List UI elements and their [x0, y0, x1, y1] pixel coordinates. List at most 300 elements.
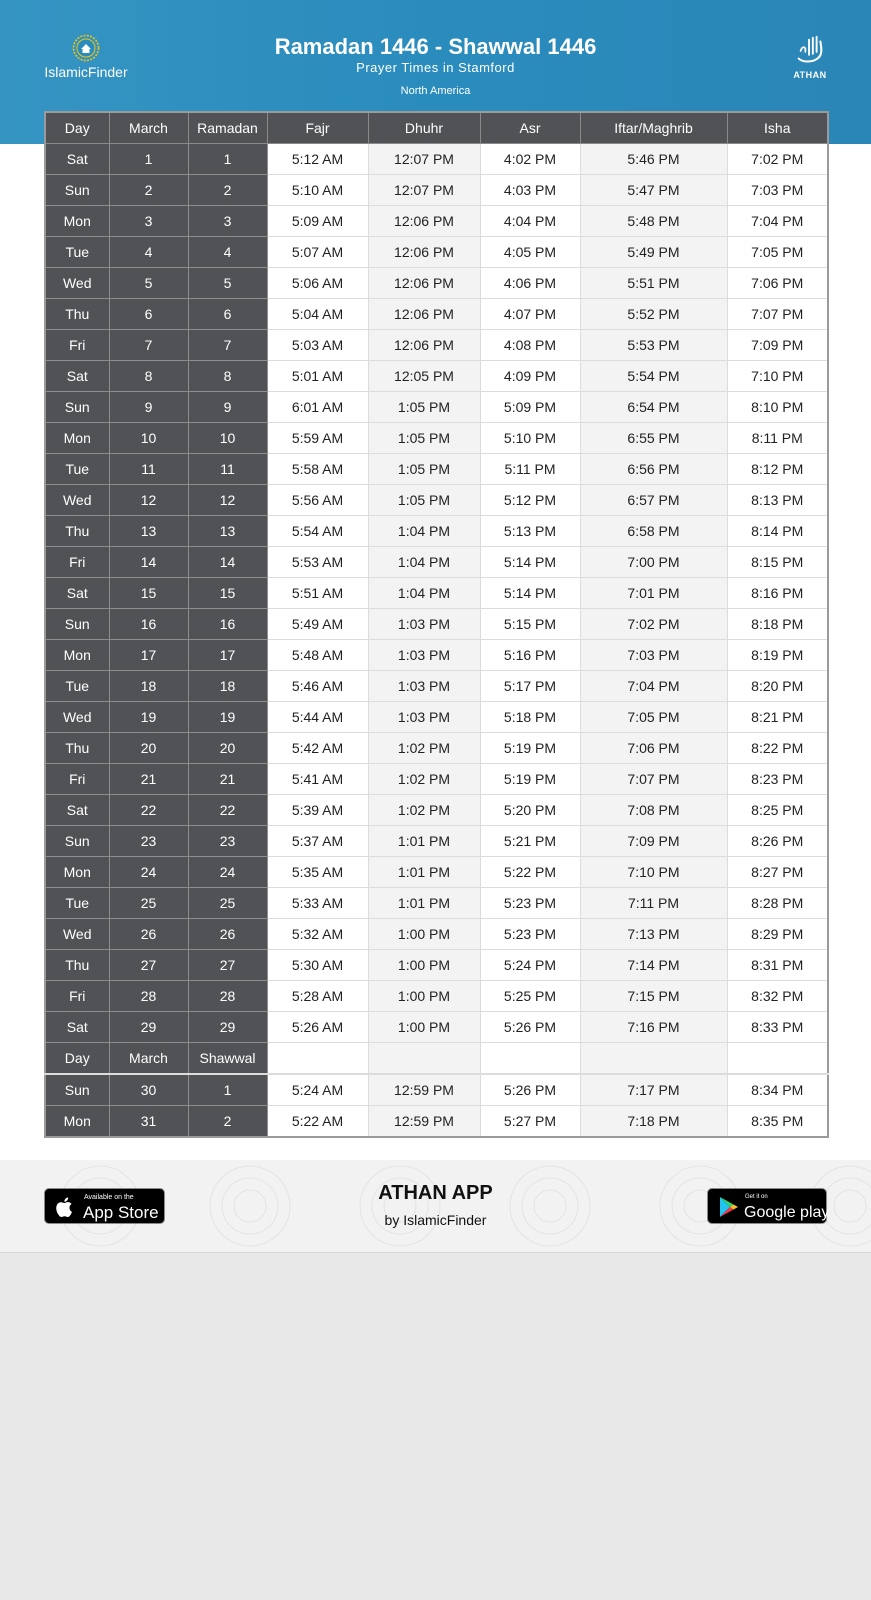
- table-cell: 1: [188, 144, 267, 175]
- table-cell: Fri: [45, 981, 109, 1012]
- column-header: Dhuhr: [368, 112, 480, 144]
- prayer-times-table: [44, 111, 829, 1138]
- table-cell: 1:00 PM: [368, 950, 480, 981]
- table-cell: 1:05 PM: [368, 423, 480, 454]
- table-cell: Mon: [45, 857, 109, 888]
- table-cell: 5:18 PM: [480, 702, 580, 733]
- table-cell: 7:07 PM: [727, 299, 828, 330]
- subheader-cell: [580, 1043, 727, 1075]
- table-cell: 6: [188, 299, 267, 330]
- table-cell: Mon: [45, 206, 109, 237]
- table-cell: 7:07 PM: [580, 764, 727, 795]
- table-row: [45, 361, 828, 392]
- table-cell: Tue: [45, 671, 109, 702]
- table-cell: 5: [188, 268, 267, 299]
- table-cell: 5:06 AM: [267, 268, 368, 299]
- app-store-small-text: Available on the: [84, 1194, 134, 1201]
- table-cell: 4: [109, 237, 188, 268]
- column-header: Fajr: [267, 112, 368, 144]
- table-cell: 14: [188, 547, 267, 578]
- table-cell: Sat: [45, 795, 109, 826]
- table-cell: 5:14 PM: [480, 547, 580, 578]
- table-cell: 5:33 AM: [267, 888, 368, 919]
- table-cell: 4: [188, 237, 267, 268]
- table-cell: 29: [188, 1012, 267, 1043]
- table-cell: 1:02 PM: [368, 764, 480, 795]
- table-cell: 5:20 PM: [480, 795, 580, 826]
- table-row: [45, 485, 828, 516]
- app-title: ATHAN APP: [378, 1182, 493, 1204]
- table-cell: Wed: [45, 268, 109, 299]
- table-subheader-row: [45, 1043, 828, 1075]
- table-cell: 11: [109, 454, 188, 485]
- table-cell: 7:10 PM: [727, 361, 828, 392]
- table-cell: 5:07 AM: [267, 237, 368, 268]
- table-cell: 5:16 PM: [480, 640, 580, 671]
- table-cell: 11: [188, 454, 267, 485]
- table-row: [45, 206, 828, 237]
- table-cell: 5:23 PM: [480, 888, 580, 919]
- table-cell: 5:53 AM: [267, 547, 368, 578]
- table-cell: 19: [188, 702, 267, 733]
- table-cell: Thu: [45, 950, 109, 981]
- table-cell: 5:54 PM: [580, 361, 727, 392]
- subheader-cell: [368, 1043, 480, 1075]
- table-cell: 7:05 PM: [580, 702, 727, 733]
- table-cell: 1:03 PM: [368, 702, 480, 733]
- table-cell: 31: [109, 1106, 188, 1138]
- table-cell: Fri: [45, 547, 109, 578]
- table-cell: 20: [188, 733, 267, 764]
- table-row: [45, 299, 828, 330]
- table-cell: 5:30 AM: [267, 950, 368, 981]
- table-cell: 5:56 AM: [267, 485, 368, 516]
- table-cell: 5:42 AM: [267, 733, 368, 764]
- table-cell: 5:26 PM: [480, 1074, 580, 1106]
- athan-logo[interactable]: [790, 34, 830, 80]
- table-cell: 7:06 PM: [727, 268, 828, 299]
- table-cell: 10: [109, 423, 188, 454]
- table-cell: 8:13 PM: [727, 485, 828, 516]
- table-row: [45, 578, 828, 609]
- table-cell: 5:39 AM: [267, 795, 368, 826]
- table-cell: 8:31 PM: [727, 950, 828, 981]
- column-header: Isha: [727, 112, 828, 144]
- table-row: [45, 423, 828, 454]
- table-cell: 8:27 PM: [727, 857, 828, 888]
- table-cell: 5:53 PM: [580, 330, 727, 361]
- table-row: [45, 392, 828, 423]
- subheader-cell: Day: [45, 1043, 109, 1075]
- table-cell: 5:15 PM: [480, 609, 580, 640]
- table-row: [45, 144, 828, 175]
- table-row: [45, 609, 828, 640]
- table-cell: 1:01 PM: [368, 888, 480, 919]
- table-cell: 15: [109, 578, 188, 609]
- table-cell: 17: [188, 640, 267, 671]
- table-cell: 1:02 PM: [368, 733, 480, 764]
- table-cell: 23: [188, 826, 267, 857]
- table-cell: 8:26 PM: [727, 826, 828, 857]
- table-cell: 5:41 AM: [267, 764, 368, 795]
- table-cell: 27: [109, 950, 188, 981]
- table-cell: 8:21 PM: [727, 702, 828, 733]
- athan-calligraphy-icon: [793, 34, 827, 68]
- table-cell: Sun: [45, 609, 109, 640]
- table-cell: Wed: [45, 485, 109, 516]
- table-cell: Sat: [45, 1012, 109, 1043]
- table-cell: 5:32 AM: [267, 919, 368, 950]
- table-cell: 5:58 AM: [267, 454, 368, 485]
- table-cell: 1:02 PM: [368, 795, 480, 826]
- table-cell: 12:06 PM: [368, 299, 480, 330]
- table-cell: 7:03 PM: [727, 175, 828, 206]
- table-cell: 5:47 PM: [580, 175, 727, 206]
- table-row: [45, 888, 828, 919]
- table-row: [45, 795, 828, 826]
- table-row: [45, 330, 828, 361]
- table-cell: 7:13 PM: [580, 919, 727, 950]
- table-cell: 5:23 PM: [480, 919, 580, 950]
- table-cell: 1:05 PM: [368, 454, 480, 485]
- table-cell: 8:16 PM: [727, 578, 828, 609]
- table-cell: 5:25 PM: [480, 981, 580, 1012]
- table-row: [45, 175, 828, 206]
- table-cell: 5:03 AM: [267, 330, 368, 361]
- table-cell: 5:46 PM: [580, 144, 727, 175]
- table-cell: 1:01 PM: [368, 857, 480, 888]
- table-cell: 6:56 PM: [580, 454, 727, 485]
- subheader-cell: March: [109, 1043, 188, 1075]
- table-cell: 12:05 PM: [368, 361, 480, 392]
- table-cell: 5:10 PM: [480, 423, 580, 454]
- table-cell: 5:49 AM: [267, 609, 368, 640]
- table-cell: 2: [188, 1106, 267, 1138]
- table-row: [45, 547, 828, 578]
- table-cell: Tue: [45, 237, 109, 268]
- table-cell: 7:04 PM: [580, 671, 727, 702]
- table-cell: 5:24 AM: [267, 1074, 368, 1106]
- app-promo-footer: [0, 1160, 871, 1253]
- table-cell: 25: [109, 888, 188, 919]
- table-row: [45, 640, 828, 671]
- table-cell: 1:04 PM: [368, 578, 480, 609]
- page-title: Ramadan 1446 - Shawwal 1446: [274, 34, 597, 59]
- table-header-row: [45, 112, 828, 144]
- table-cell: 5:52 PM: [580, 299, 727, 330]
- table-cell: 1:04 PM: [368, 516, 480, 547]
- column-header: Ramadan: [188, 112, 267, 144]
- table-cell: 27: [188, 950, 267, 981]
- table-cell: 16: [188, 609, 267, 640]
- column-header: Day: [45, 112, 109, 144]
- table-cell: 18: [109, 671, 188, 702]
- table-cell: Mon: [45, 640, 109, 671]
- table-cell: 17: [109, 640, 188, 671]
- table-cell: 7:14 PM: [580, 950, 727, 981]
- table-cell: 7:17 PM: [580, 1074, 727, 1106]
- table-cell: Fri: [45, 764, 109, 795]
- table-cell: 5:04 AM: [267, 299, 368, 330]
- table-cell: 9: [188, 392, 267, 423]
- table-cell: 1: [109, 144, 188, 175]
- table-row: [45, 1106, 828, 1138]
- table-cell: 22: [109, 795, 188, 826]
- column-header: March: [109, 112, 188, 144]
- table-cell: Sat: [45, 144, 109, 175]
- table-cell: 8:10 PM: [727, 392, 828, 423]
- table-cell: 5:01 AM: [267, 361, 368, 392]
- table-cell: 8:20 PM: [727, 671, 828, 702]
- table-cell: 1:00 PM: [368, 1012, 480, 1043]
- table-cell: 8:28 PM: [727, 888, 828, 919]
- table-cell: 5:24 PM: [480, 950, 580, 981]
- table-cell: 12:59 PM: [368, 1074, 480, 1106]
- table-cell: 5:12 PM: [480, 485, 580, 516]
- table-row: [45, 1074, 828, 1106]
- table-cell: Fri: [45, 330, 109, 361]
- table-row: [45, 981, 828, 1012]
- table-cell: 5:21 PM: [480, 826, 580, 857]
- table-cell: 7:10 PM: [580, 857, 727, 888]
- table-cell: 24: [109, 857, 188, 888]
- table-cell: 1:05 PM: [368, 392, 480, 423]
- region-label: North America: [400, 85, 471, 97]
- table-cell: Sun: [45, 826, 109, 857]
- table-row: [45, 268, 828, 299]
- table-cell: 13: [188, 516, 267, 547]
- table-cell: 7:08 PM: [580, 795, 727, 826]
- app-subtitle: by IslamicFinder: [384, 1212, 487, 1228]
- table-cell: 8:11 PM: [727, 423, 828, 454]
- table-row: [45, 237, 828, 268]
- table-cell: 15: [188, 578, 267, 609]
- table-cell: 8:34 PM: [727, 1074, 828, 1106]
- table-cell: 13: [109, 516, 188, 547]
- subheader-cell: [267, 1043, 368, 1075]
- table-cell: 4:09 PM: [480, 361, 580, 392]
- table-cell: 5:22 AM: [267, 1106, 368, 1138]
- table-row: [45, 516, 828, 547]
- table-cell: 5:35 AM: [267, 857, 368, 888]
- table-cell: 4:06 PM: [480, 268, 580, 299]
- table-cell: Tue: [45, 454, 109, 485]
- table-cell: 4:03 PM: [480, 175, 580, 206]
- table-cell: 5:17 PM: [480, 671, 580, 702]
- table-cell: 23: [109, 826, 188, 857]
- table-cell: 18: [188, 671, 267, 702]
- table-cell: 12:06 PM: [368, 330, 480, 361]
- table-cell: 7:09 PM: [727, 330, 828, 361]
- table-cell: 20: [109, 733, 188, 764]
- table-cell: 8:33 PM: [727, 1012, 828, 1043]
- table-cell: 5:14 PM: [480, 578, 580, 609]
- table-cell: 8:23 PM: [727, 764, 828, 795]
- table-cell: Sun: [45, 175, 109, 206]
- subheader-cell: [727, 1043, 828, 1075]
- table-cell: 5:12 AM: [267, 144, 368, 175]
- google-play-badge[interactable]: [707, 1188, 830, 1224]
- table-cell: 5:59 AM: [267, 423, 368, 454]
- table-cell: 8:12 PM: [727, 454, 828, 485]
- table-cell: 7:03 PM: [580, 640, 727, 671]
- table-cell: 5:19 PM: [480, 764, 580, 795]
- table-cell: 7:09 PM: [580, 826, 727, 857]
- table-cell: 14: [109, 547, 188, 578]
- table-cell: 7:02 PM: [727, 144, 828, 175]
- table-cell: 7:16 PM: [580, 1012, 727, 1043]
- table-cell: 3: [188, 206, 267, 237]
- table-cell: 5:26 AM: [267, 1012, 368, 1043]
- table-row: [45, 764, 828, 795]
- table-cell: 6:01 AM: [267, 392, 368, 423]
- athan-label: ATHAN: [793, 70, 827, 80]
- table-cell: 21: [109, 764, 188, 795]
- table-cell: 5:48 PM: [580, 206, 727, 237]
- table-cell: 19: [109, 702, 188, 733]
- table-cell: 8: [109, 361, 188, 392]
- table-cell: 7:11 PM: [580, 888, 727, 919]
- column-header: Asr: [480, 112, 580, 144]
- table-cell: 7: [188, 330, 267, 361]
- table-cell: 8:29 PM: [727, 919, 828, 950]
- table-cell: 1:04 PM: [368, 547, 480, 578]
- table-cell: Mon: [45, 423, 109, 454]
- table-cell: 8:25 PM: [727, 795, 828, 826]
- table-row: [45, 919, 828, 950]
- table-cell: 30: [109, 1074, 188, 1106]
- table-cell: 5:48 AM: [267, 640, 368, 671]
- islamicfinder-label: IslamicFinder: [44, 64, 128, 80]
- table-cell: 21: [188, 764, 267, 795]
- table-cell: 5:28 AM: [267, 981, 368, 1012]
- table-cell: Sat: [45, 578, 109, 609]
- table-cell: 5:27 PM: [480, 1106, 580, 1138]
- table-cell: 24: [188, 857, 267, 888]
- table-cell: 12:07 PM: [368, 175, 480, 206]
- page-subtitle: Prayer Times in Stamford: [356, 60, 515, 75]
- table-cell: 5:37 AM: [267, 826, 368, 857]
- table-cell: 8:22 PM: [727, 733, 828, 764]
- table-cell: 1: [188, 1074, 267, 1106]
- table-cell: 22: [188, 795, 267, 826]
- table-row: [45, 826, 828, 857]
- table-cell: 7:02 PM: [580, 609, 727, 640]
- table-cell: 28: [109, 981, 188, 1012]
- table-cell: 5:26 PM: [480, 1012, 580, 1043]
- table-cell: 5:51 AM: [267, 578, 368, 609]
- table-cell: 7:05 PM: [727, 237, 828, 268]
- table-cell: 1:00 PM: [368, 919, 480, 950]
- table-cell: 5:54 AM: [267, 516, 368, 547]
- table-cell: 9: [109, 392, 188, 423]
- table-cell: 1:05 PM: [368, 485, 480, 516]
- table-cell: 1:00 PM: [368, 981, 480, 1012]
- table-cell: 28: [188, 981, 267, 1012]
- google-play-icon: [717, 1195, 741, 1219]
- table-cell: 12:59 PM: [368, 1106, 480, 1138]
- table-cell: 8:32 PM: [727, 981, 828, 1012]
- table-cell: 25: [188, 888, 267, 919]
- table-cell: 6:57 PM: [580, 485, 727, 516]
- app-store-text: App Store: [83, 1203, 159, 1222]
- table-cell: 1:03 PM: [368, 609, 480, 640]
- table-cell: 26: [188, 919, 267, 950]
- table-cell: Thu: [45, 733, 109, 764]
- google-play-small-text: Get it on: [745, 1194, 768, 1200]
- table-cell: Sun: [45, 1074, 109, 1106]
- table-cell: 16: [109, 609, 188, 640]
- google-play-text: Google play: [744, 1204, 830, 1221]
- table-cell: 8:19 PM: [727, 640, 828, 671]
- table-cell: 1:03 PM: [368, 671, 480, 702]
- table-cell: 12: [188, 485, 267, 516]
- table-cell: 10: [188, 423, 267, 454]
- table-row: [45, 857, 828, 888]
- table-cell: Thu: [45, 516, 109, 547]
- table-cell: 12:06 PM: [368, 237, 480, 268]
- table-cell: 8:18 PM: [727, 609, 828, 640]
- table-row: [45, 1012, 828, 1043]
- table-cell: 4:04 PM: [480, 206, 580, 237]
- table-cell: 6: [109, 299, 188, 330]
- table-cell: 5:09 PM: [480, 392, 580, 423]
- table-cell: 7:00 PM: [580, 547, 727, 578]
- table-cell: Mon: [45, 1106, 109, 1138]
- table-cell: 8:14 PM: [727, 516, 828, 547]
- table-cell: 5:19 PM: [480, 733, 580, 764]
- table-cell: 7:04 PM: [727, 206, 828, 237]
- table-cell: 5:46 AM: [267, 671, 368, 702]
- table-cell: 6:54 PM: [580, 392, 727, 423]
- table-cell: Sun: [45, 392, 109, 423]
- table-cell: Thu: [45, 299, 109, 330]
- table-cell: 26: [109, 919, 188, 950]
- table-cell: 3: [109, 206, 188, 237]
- table-cell: 5:11 PM: [480, 454, 580, 485]
- table-cell: 29: [109, 1012, 188, 1043]
- table-cell: 12:07 PM: [368, 144, 480, 175]
- table-cell: 5: [109, 268, 188, 299]
- table-cell: 7:15 PM: [580, 981, 727, 1012]
- subheader-cell: Shawwal: [188, 1043, 267, 1075]
- table-cell: 8: [188, 361, 267, 392]
- table-cell: 5:51 PM: [580, 268, 727, 299]
- table-row: [45, 671, 828, 702]
- table-cell: 12:06 PM: [368, 268, 480, 299]
- table-cell: 1:03 PM: [368, 640, 480, 671]
- table-row: [45, 733, 828, 764]
- table-cell: Tue: [45, 888, 109, 919]
- table-cell: 1:01 PM: [368, 826, 480, 857]
- table-row: [45, 950, 828, 981]
- table-row: [45, 702, 828, 733]
- table-cell: 5:13 PM: [480, 516, 580, 547]
- table-cell: 7:06 PM: [580, 733, 727, 764]
- table-cell: 12: [109, 485, 188, 516]
- column-header: Iftar/Maghrib: [580, 112, 727, 144]
- table-cell: 7:18 PM: [580, 1106, 727, 1138]
- table-cell: 6:55 PM: [580, 423, 727, 454]
- table-cell: 2: [188, 175, 267, 206]
- table-cell: 6:58 PM: [580, 516, 727, 547]
- table-cell: Sat: [45, 361, 109, 392]
- table-row: [45, 454, 828, 485]
- table-cell: 5:10 AM: [267, 175, 368, 206]
- table-cell: 5:49 PM: [580, 237, 727, 268]
- table-cell: 8:35 PM: [727, 1106, 828, 1138]
- table-cell: 5:22 PM: [480, 857, 580, 888]
